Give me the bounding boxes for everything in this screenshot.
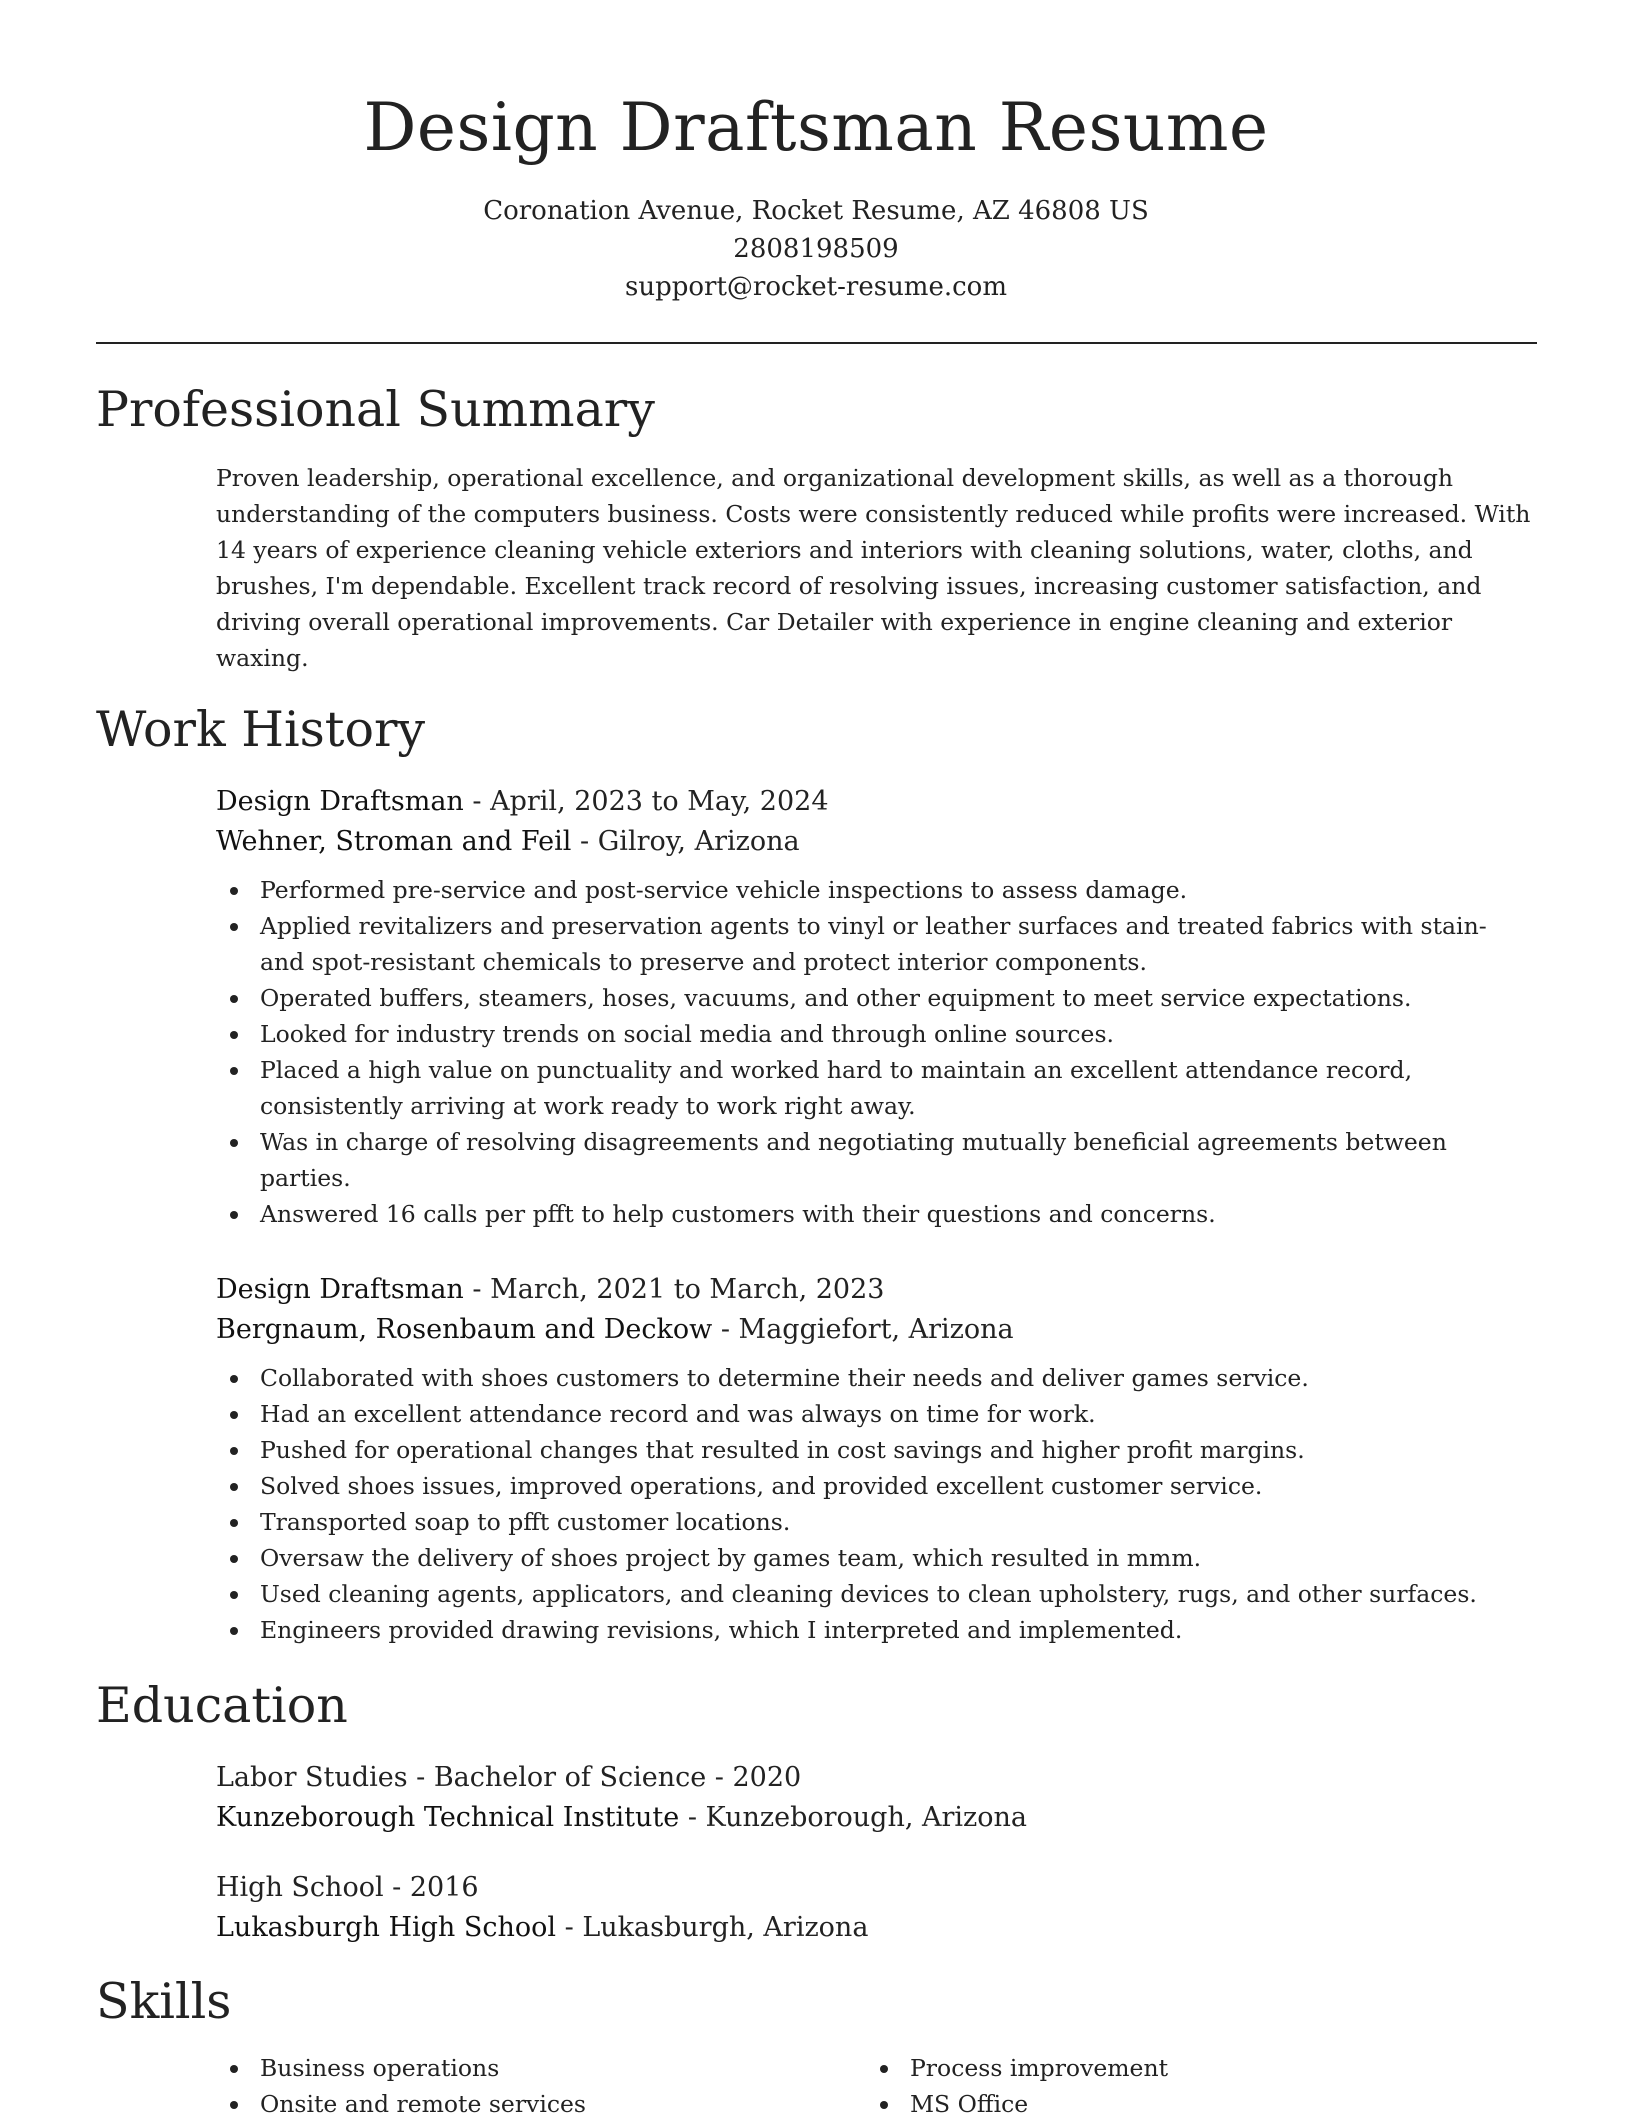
job-entry-1 bbox=[216, 782, 1537, 1232]
job-bullets bbox=[216, 872, 1537, 1232]
job-entry-2 bbox=[216, 1270, 1537, 1648]
job-location: Gilroy, Arizona bbox=[597, 826, 800, 857]
education-heading: Education bbox=[96, 1677, 348, 1734]
list-item: Onsite and remote services bbox=[216, 2086, 866, 2122]
education-degree: Labor Studies - Bachelor of Science - 2020 bbox=[216, 1762, 802, 1793]
list-item: Engineers provided drawing revisions, which I interpreted and implemented. bbox=[216, 1612, 1537, 1648]
contact-address: Coronation Avenue, Rocket Resume, AZ 46808 US bbox=[483, 196, 1149, 226]
job-bullets bbox=[216, 1360, 1537, 1648]
separator: - bbox=[463, 1274, 491, 1305]
education-school: Lukasburgh High School bbox=[216, 1912, 557, 1943]
job-title-line bbox=[216, 1270, 1537, 1310]
list-item: Collaborated with shoes customers to determine their needs and deliver games service. bbox=[216, 1360, 1537, 1396]
job-title-line bbox=[216, 782, 1537, 822]
list-item: Oversaw the delivery of shoes project by games team, which resulted in mmm. bbox=[216, 1540, 1537, 1576]
header-divider bbox=[96, 342, 1537, 344]
summary-text: Proven leadership, operational excellence, and organizational development skills, as well as a thorough understanding of the computers business. Costs were consistently reduced while profits were increased. With 14 years of experience cleaning vehicle exteriors and interiors with cleaning solutions, water, cloths, and brushes, I'm dependable. Excellent track record of resolving issues, increasing customer satisfaction, and driving overall operational improvements. Car Detailer with experience in engine cleaning and exterior waxing. bbox=[216, 464, 1531, 672]
list-item: Performed pre-service and post-service vehicle inspections to assess damage. bbox=[216, 872, 1537, 908]
job-title: Design Draftsman bbox=[216, 786, 464, 817]
list-item: Used cleaning agents, applicators, and cleaning devices to clean upholstery, rugs, and other surfaces. bbox=[216, 1576, 1537, 1612]
list-item: Was in charge of resolving disagreements and negotiating mutually beneficial agreements between parties. bbox=[216, 1124, 1537, 1196]
separator: - bbox=[463, 786, 491, 817]
contact-info bbox=[0, 192, 1632, 306]
job-dates: April, 2023 to May, 2024 bbox=[490, 786, 829, 817]
skills-column-right bbox=[866, 2050, 1516, 2122]
job-dates: March, 2021 to March, 2023 bbox=[490, 1274, 885, 1305]
education-school-line bbox=[216, 1908, 1537, 1948]
summary-section bbox=[216, 460, 1537, 676]
list-item: Answered 16 calls per pfft to help customers with their questions and concerns. bbox=[216, 1196, 1537, 1232]
list-item: Process improvement bbox=[866, 2050, 1516, 2086]
separator: - bbox=[679, 1802, 706, 1833]
education-school-line bbox=[216, 1798, 1537, 1838]
list-item: Looked for industry trends on social media and through online sources. bbox=[216, 1016, 1537, 1052]
list-item: Applied revitalizers and preservation agents to vinyl or leather surfaces and treated fabrics with stain- and spot-resistant chemicals to preserve and protect interior components. bbox=[216, 908, 1537, 980]
education-entry-1 bbox=[216, 1758, 1537, 1838]
skills-column-left bbox=[216, 2050, 866, 2122]
list-item: Pushed for operational changes that resulted in cost savings and higher profit margins. bbox=[216, 1432, 1537, 1468]
resume-header bbox=[0, 78, 1632, 306]
education-entry-2 bbox=[216, 1868, 1537, 1948]
summary-heading: Professional Summary bbox=[96, 381, 655, 438]
list-item: Transported soap to pfft customer locations. bbox=[216, 1504, 1537, 1540]
skills-section bbox=[216, 2050, 1537, 2122]
separator: - bbox=[712, 1314, 739, 1345]
list-item: MS Office bbox=[866, 2086, 1516, 2122]
job-company-line bbox=[216, 822, 1537, 862]
job-location: Maggiefort, Arizona bbox=[738, 1314, 1014, 1345]
list-item: Solved shoes issues, improved operations, and provided excellent customer service. bbox=[216, 1468, 1537, 1504]
job-company-line bbox=[216, 1310, 1537, 1350]
education-location: Lukasburgh, Arizona bbox=[582, 1912, 869, 1943]
job-company: Bergnaum, Rosenbaum and Deckow bbox=[216, 1314, 713, 1345]
list-item: Operated buffers, steamers, hoses, vacuums, and other equipment to meet service expectations. bbox=[216, 980, 1537, 1016]
list-item: Business operations bbox=[216, 2050, 866, 2086]
list-item: Had an excellent attendance record and was always on time for work. bbox=[216, 1396, 1537, 1432]
job-title: Design Draftsman bbox=[216, 1274, 464, 1305]
education-degree: High School - 2016 bbox=[216, 1872, 479, 1903]
contact-email: support@rocket-resume.com bbox=[624, 272, 1007, 302]
list-item: Placed a high value on punctuality and worked hard to maintain an excellent attendance record, consistently arriving at work ready to work right away. bbox=[216, 1052, 1537, 1124]
separator: - bbox=[571, 826, 598, 857]
skills-heading: Skills bbox=[96, 1973, 232, 2030]
job-company: Wehner, Stroman and Feil bbox=[216, 826, 572, 857]
skills-grid bbox=[216, 2050, 1537, 2122]
work-history-heading: Work History bbox=[96, 701, 426, 758]
contact-phone: 2808198509 bbox=[733, 234, 899, 264]
resume-title: Design Draftsman Resume bbox=[363, 89, 1269, 166]
education-location: Kunzeborough, Arizona bbox=[705, 1802, 1028, 1833]
education-school: Kunzeborough Technical Institute bbox=[216, 1802, 680, 1833]
separator: - bbox=[556, 1912, 583, 1943]
